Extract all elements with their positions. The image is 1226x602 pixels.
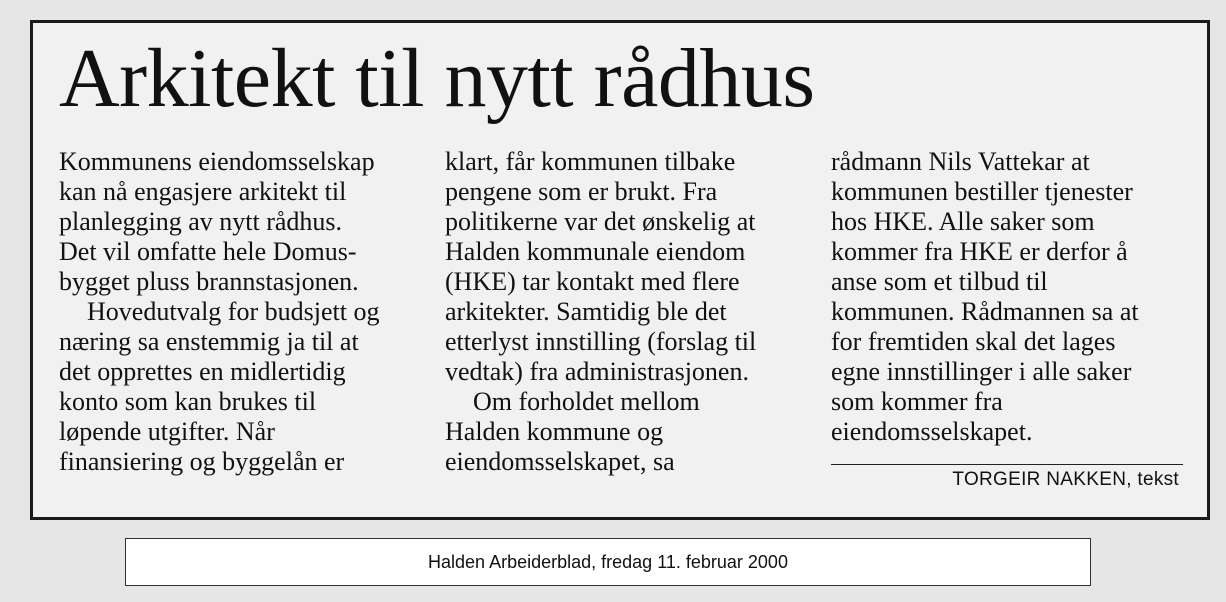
article-line: bygget pluss brannstasjonen.	[59, 267, 359, 296]
byline-divider	[831, 464, 1183, 465]
article-line: klart, får kommunen tilbake	[445, 147, 736, 176]
article-line: rådmann Nils Vattekar at	[831, 147, 1090, 176]
article-line: Kommunens eiendomsselskap	[59, 147, 375, 176]
article-line: planlegging av nytt rådhus.	[59, 207, 343, 236]
article-line: eiendomsselskapet, sa	[445, 447, 675, 476]
article-line: kommunen. Rådmannen sa at	[831, 297, 1139, 326]
article-line: Halden kommunale eiendom	[445, 237, 746, 266]
article-line: Hovedutvalg for budsjett og	[87, 297, 380, 326]
article-line: (HKE) tar kontakt med flere	[445, 267, 740, 296]
article-line: løpende utgifter. Når	[59, 417, 275, 446]
article-line: kommunen bestiller tjenester	[831, 177, 1133, 206]
article-column-2	[445, 147, 805, 477]
article-line: politikerne var det ønskelig at	[445, 207, 756, 236]
byline: TORGEIR NAKKEN, tekst	[952, 469, 1179, 490]
article-line: etterlyst innstilling (forslag til	[445, 327, 757, 356]
article-line: eiendomsselskapet.	[831, 417, 1033, 446]
headline: Arkitekt til nytt rådhus	[59, 32, 815, 125]
article-line: Det vil omfatte hele Domus-	[59, 237, 357, 266]
article-line: vedtak) fra administrasjonen.	[445, 357, 749, 386]
article-line: finansiering og byggelån er	[59, 447, 345, 476]
article-line: Om forholdet mellom	[473, 387, 700, 416]
article-line: egne innstillinger i alle saker	[831, 357, 1132, 386]
article-line: for fremtiden skal det lages	[831, 327, 1116, 356]
article-line: pengene som er brukt. Fra	[445, 177, 718, 206]
article-line: arkitekter. Samtidig ble det	[445, 297, 727, 326]
article-line: hos HKE. Alle saker som	[831, 207, 1095, 236]
caption-text: Halden Arbeiderblad, fredag 11. februar 2000	[428, 551, 788, 572]
article-line: anse som et tilbud til	[831, 267, 1048, 296]
article-column-1	[59, 147, 419, 477]
article-line: det opprettes en midlertidig	[59, 357, 346, 386]
article-line: kan nå engasjere arkitekt til	[59, 177, 347, 206]
article-line: som kommer fra	[831, 387, 1003, 416]
article-column-3	[831, 147, 1191, 447]
source-caption	[125, 538, 1091, 586]
newspaper-clipping	[30, 20, 1210, 520]
article-line: næring sa enstemmig ja til at	[59, 327, 359, 356]
article-line: kommer fra HKE er derfor å	[831, 237, 1128, 266]
article-line: konto som kan brukes til	[59, 387, 317, 416]
article-line: Halden kommune og	[445, 417, 664, 446]
